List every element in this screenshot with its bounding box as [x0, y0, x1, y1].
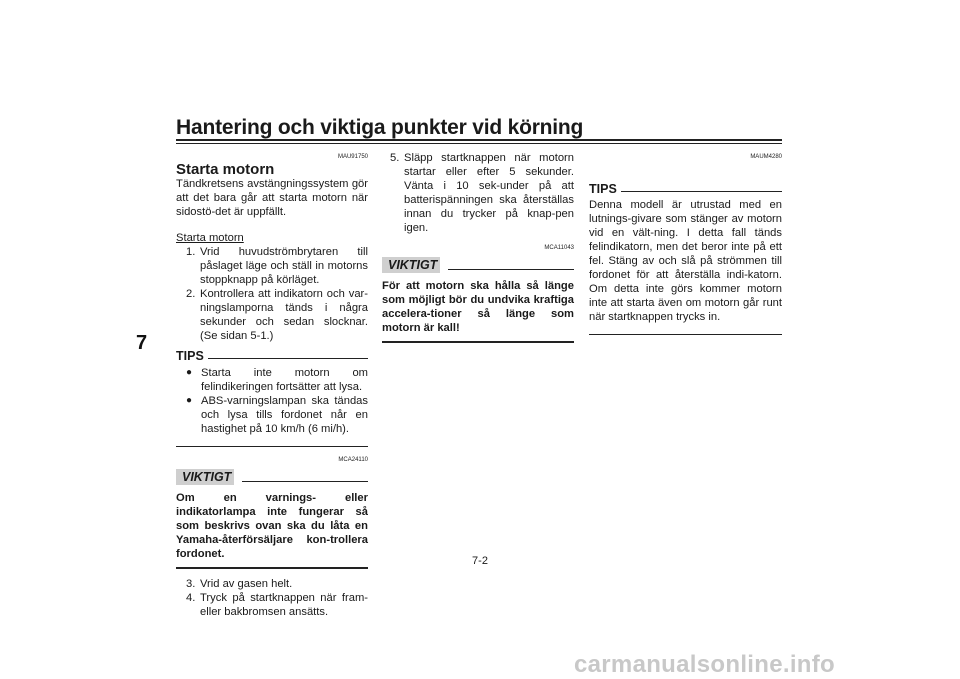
tips-end-rule	[589, 334, 782, 335]
steps-list-3	[382, 151, 574, 235]
page-number: 7-2	[472, 555, 488, 567]
step-text: Tryck på startknappen när fram- eller bakbromsen ansätts.	[200, 592, 368, 618]
caution-code: MCA24110	[338, 457, 368, 463]
caution-label: VIKTIGT	[176, 469, 234, 485]
left-column	[176, 150, 368, 619]
step-text: Kontrollera att indikatorn och var-ningslamporna tänds i några sekunder och sedan slocknar. (Se sidan 5-1.)	[200, 288, 368, 342]
section-code: MAUM4280	[750, 154, 782, 160]
bullet-icon: ●	[186, 395, 193, 406]
chapter-tab: 7	[136, 332, 148, 354]
middle-column	[382, 151, 574, 343]
section-code: MAU91750	[337, 154, 368, 160]
step-item	[186, 577, 368, 591]
tips-label: TIPS	[589, 182, 617, 196]
bullet-item	[186, 394, 368, 436]
step-number: 5.	[390, 152, 400, 164]
tips-heading	[176, 349, 368, 363]
tips-bullets	[176, 366, 368, 436]
caution-heading	[382, 257, 574, 273]
steps-list-2	[176, 577, 368, 619]
watermark: carmanualsonline.info	[574, 651, 836, 678]
step-text: Vrid huvudströmbrytaren till påslaget läge och ställ in motorns stoppknapp på körläget.	[200, 246, 368, 286]
section-title: Starta motorn	[176, 161, 275, 178]
tips-rule	[208, 358, 368, 359]
right-column	[589, 150, 782, 335]
step-item	[186, 591, 368, 619]
caution-label: VIKTIGT	[382, 257, 440, 273]
tips-heading	[589, 182, 782, 196]
caution-rule	[448, 269, 574, 270]
subheading: Starta motorn	[176, 232, 244, 244]
step-number: 3.	[186, 578, 196, 590]
caution-heading	[176, 469, 368, 485]
bullet-icon: ●	[186, 367, 193, 378]
step-number: 1.	[186, 246, 196, 258]
bullet-text: ABS-varningslampan ska tändas och lysa tills fordonet når en hastighet på 10 km/h (6 mi/h).	[201, 395, 368, 435]
caution-end-rule	[382, 341, 574, 343]
tips-end-rule	[176, 446, 368, 447]
bullet-item	[186, 366, 368, 394]
step-item	[186, 287, 368, 343]
step-number: 2.	[186, 288, 196, 300]
steps-list	[176, 245, 368, 343]
caution-code: MCA11043	[544, 245, 574, 251]
header-rule	[176, 139, 782, 141]
page-header-title: Hantering och viktiga punkter vid körning	[176, 116, 584, 139]
tips-rule	[621, 191, 782, 192]
step-item	[390, 151, 574, 235]
header-rule-thin	[176, 143, 782, 144]
caution-rule	[242, 481, 368, 482]
step-number: 4.	[186, 592, 196, 604]
caution-end-rule	[176, 567, 368, 569]
tips-label: TIPS	[176, 349, 204, 363]
bullet-text: Starta inte motorn om felindikeringen fortsätter att lysa.	[201, 367, 368, 393]
step-text: Släpp startknappen när motorn startar eller efter 5 sekunder. Vänta i 10 sek-under på att batterispänningen ska återställas innan du trycker på knap-pen igen.	[404, 152, 574, 234]
intro-paragraph: Tändkretsens avstängningssystem gör att det bara går att starta motorn när sidostö-det är uppfällt.	[176, 178, 368, 218]
caution-text: Om en varnings- eller indikatorlampa inte fungerar så som beskrivs ovan ska du låta en Yamaha-återförsäljare kon-trollera fordonet.	[176, 492, 368, 560]
step-text: Vrid av gasen helt.	[200, 578, 293, 590]
caution-text: För att motorn ska hålla så länge som möjligt bör du undvika kraftiga accelera-tioner så länge som motorn är kall!	[382, 280, 574, 334]
tips-paragraph: Denna modell är utrustad med en lutnings-givare som stänger av motorn vid en vält-ning. I detta fall tänds felindikatorn, men det beror inte på ett fel. Stäng av och slå på strömmen till fordonet för att återställa indi-katorn. Om detta inte görs kommer motorn inte att starta även om motorn går runt när startknappen trycks in.	[589, 199, 782, 323]
step-item	[186, 245, 368, 287]
